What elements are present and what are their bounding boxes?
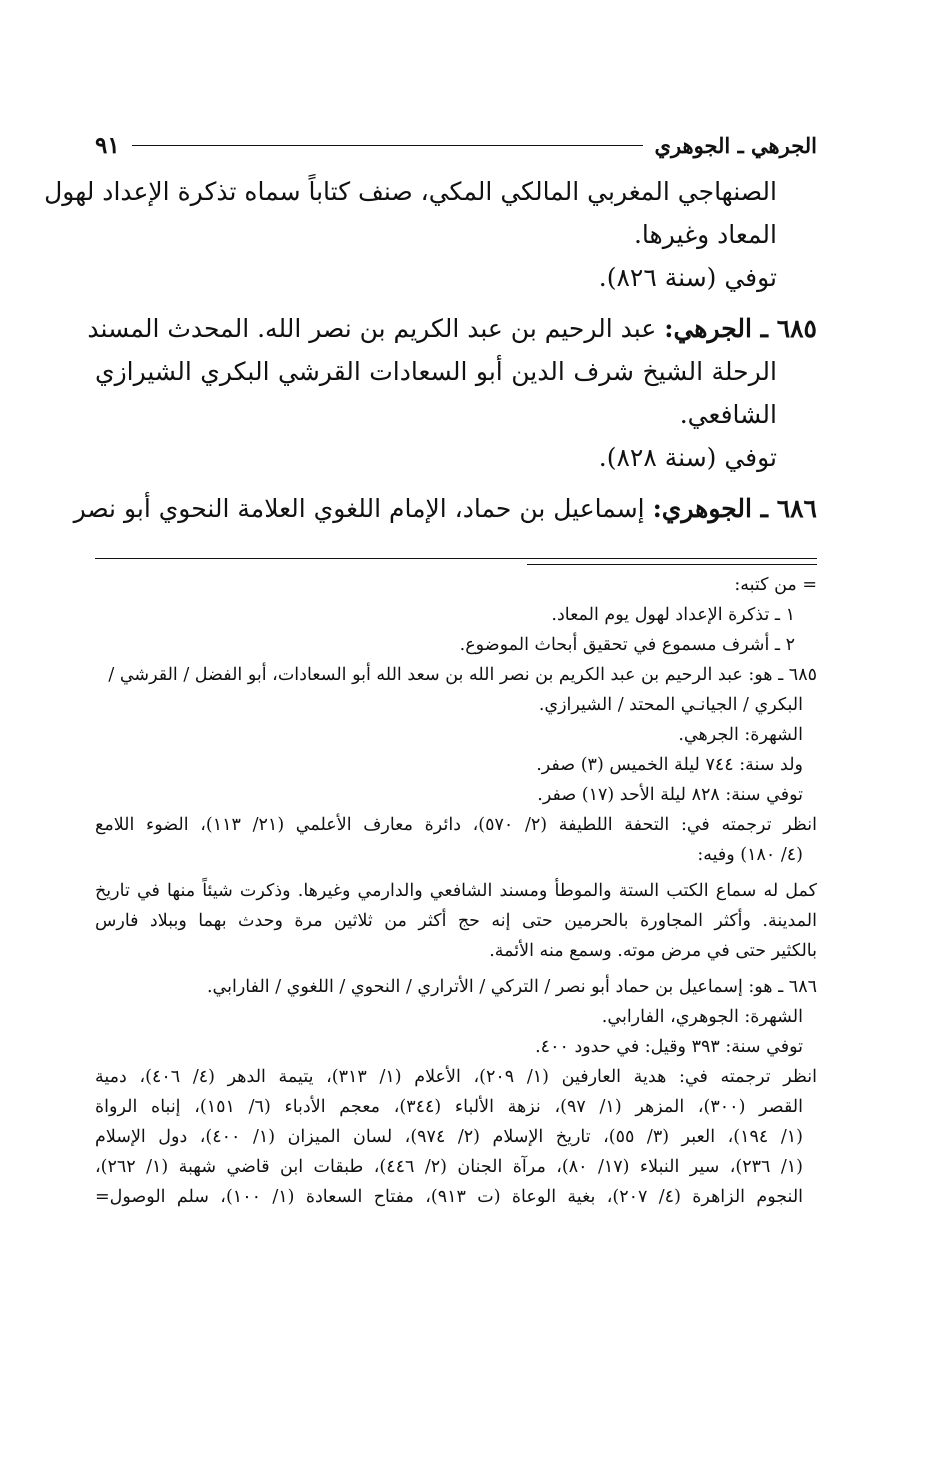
- running-header: [95, 126, 817, 164]
- running-title: الجرهي ـ الجوهري: [654, 132, 817, 158]
- main-line: عبد الرحيم بن عبد الكريم بن نصر الله. المحدث المسند: [87, 314, 657, 343]
- footnote-separator: [527, 564, 817, 565]
- entry-686-first-line: [73, 487, 817, 530]
- footnote-line: ٦٨٦ ـ هو: إسماعيل بن حماد أبو نصر / التركي / الأتراري / النحوي / اللغوي / الفارابي.: [206, 977, 817, 997]
- footnote-line: (١/ ١٩٤)، العبر (٣/ ٥٥)، تاريخ الإسلام (٢/ ٩٧٤)، لسان الميزان (١/ ٤٠٠)، دول الإسلام: [95, 1127, 803, 1147]
- footnote-line: توفي سنة: ٨٢٨ ليلة الأحد (١٧) صفر.: [537, 785, 803, 805]
- quoted-text-line: المدينة. وأكثر المجاورة بالحرمين حتى إنه حج أكثر من ثلاثين مرة وحدث بهما وببلاد فارس: [95, 911, 817, 931]
- footnote-line: ١ ـ تذكرة الإعداد لهول يوم المعاد.: [551, 605, 795, 625]
- footnote-line: الشهرة: الجرهي.: [678, 725, 803, 745]
- footnote-line: الشهرة: الجوهري، الفارابي.: [601, 1007, 803, 1027]
- main-line: الشافعي.: [679, 400, 777, 429]
- main-text: [44, 170, 817, 530]
- footnote-line: ٢ ـ أشرف مسموع في تحقيق أبحاث الموضوع.: [459, 635, 795, 655]
- footnote-line: = من كتبه:: [734, 575, 817, 595]
- main-text-rule: [95, 558, 817, 559]
- page-number: ٩١: [95, 131, 120, 159]
- main-line: المعاد وغيرها.: [633, 220, 777, 249]
- footnote-line: (٤/ ١٨٠) وفيه:: [697, 845, 803, 865]
- main-line: الصنهاجي المغربي المالكي المكي، صنف كتاباً سماه تذكرة الإعداد لهول: [44, 177, 777, 206]
- main-line: إسماعيل بن حماد، الإمام اللغوي العلامة النحوي أبو نصر: [73, 494, 645, 523]
- main-line: توفي (سنة ٨٢٦).: [598, 263, 777, 292]
- quoted-text-line: كمل له سماع الكتب الستة والموطأ ومسند الشافعي والدارمي وغيرها. وذكرت شيئاً منها في تاريخ: [95, 881, 817, 901]
- entry-686-label: ٦٨٦ ـ الجوهري:: [652, 494, 817, 523]
- footnote-line: ولد سنة: ٧٤٤ ليلة الخميس (٣) صفر.: [536, 755, 803, 775]
- footnote-line: البكري / الجيانـي المحتد / الشيرازي.: [538, 695, 803, 715]
- footnote-line: توفي سنة: ٣٩٣ وقيل: في حدود ٤٠٠.: [535, 1037, 803, 1057]
- main-line: توفي (سنة ٨٢٨).: [598, 443, 777, 472]
- header-rule: [132, 145, 643, 146]
- entry-685-label: ٦٨٥ ـ الجرهي:: [664, 314, 817, 343]
- footnote-line: القصر (٣٠٠)، المزهر (١/ ٩٧)، نزهة الألباء (٣٤٤)، معجم الأدباء (٦/ ١٥١)، إنباه الرواة: [95, 1097, 803, 1117]
- footnote-line: (١/ ٢٣٦)، سير النبلاء (١٧/ ٨٠)، مرآة الجنان (٢/ ٤٤٦)، طبقات ابن قاضي شهبة (١/ ٢٦٢)،: [95, 1157, 803, 1177]
- book-page: [44, 118, 818, 1358]
- footnote-line: انظر ترجمته في: التحفة اللطيفة (٢/ ٥٧٠)، دائرة معارف الأعلمي (٢١/ ١١٣)، الضوء اللامع: [95, 815, 817, 835]
- footnotes: [95, 570, 817, 1212]
- main-line: الرحلة الشيخ شرف الدين أبو السعادات القرشي البكري الشيرازي: [95, 357, 777, 386]
- footnote-line: النجوم الزاهرة (٤/ ٢٠٧)، بغية الوعاة (ت ٩١٣)، مفتاح السعادة (١/ ١٠٠)، سلم الوصول=: [95, 1187, 804, 1207]
- entry-685-first-line: [87, 307, 817, 350]
- quoted-text-line: بالكثير حتى في مرض موته. وسمع منه الأئمة.: [489, 941, 817, 961]
- footnote-line: انظر ترجمته في: هدية العارفين (١/ ٢٠٩)، الأعلام (١/ ٣١٣)، يتيمة الدهر (٤/ ٤٠٦)، دمية: [95, 1067, 818, 1087]
- footnote-line: ٦٨٥ ـ هو: عبد الرحيم بن عبد الكريم بن نصر الله بن سعد الله أبو السعادات، أبو الفضل / القرشي /: [108, 665, 817, 685]
